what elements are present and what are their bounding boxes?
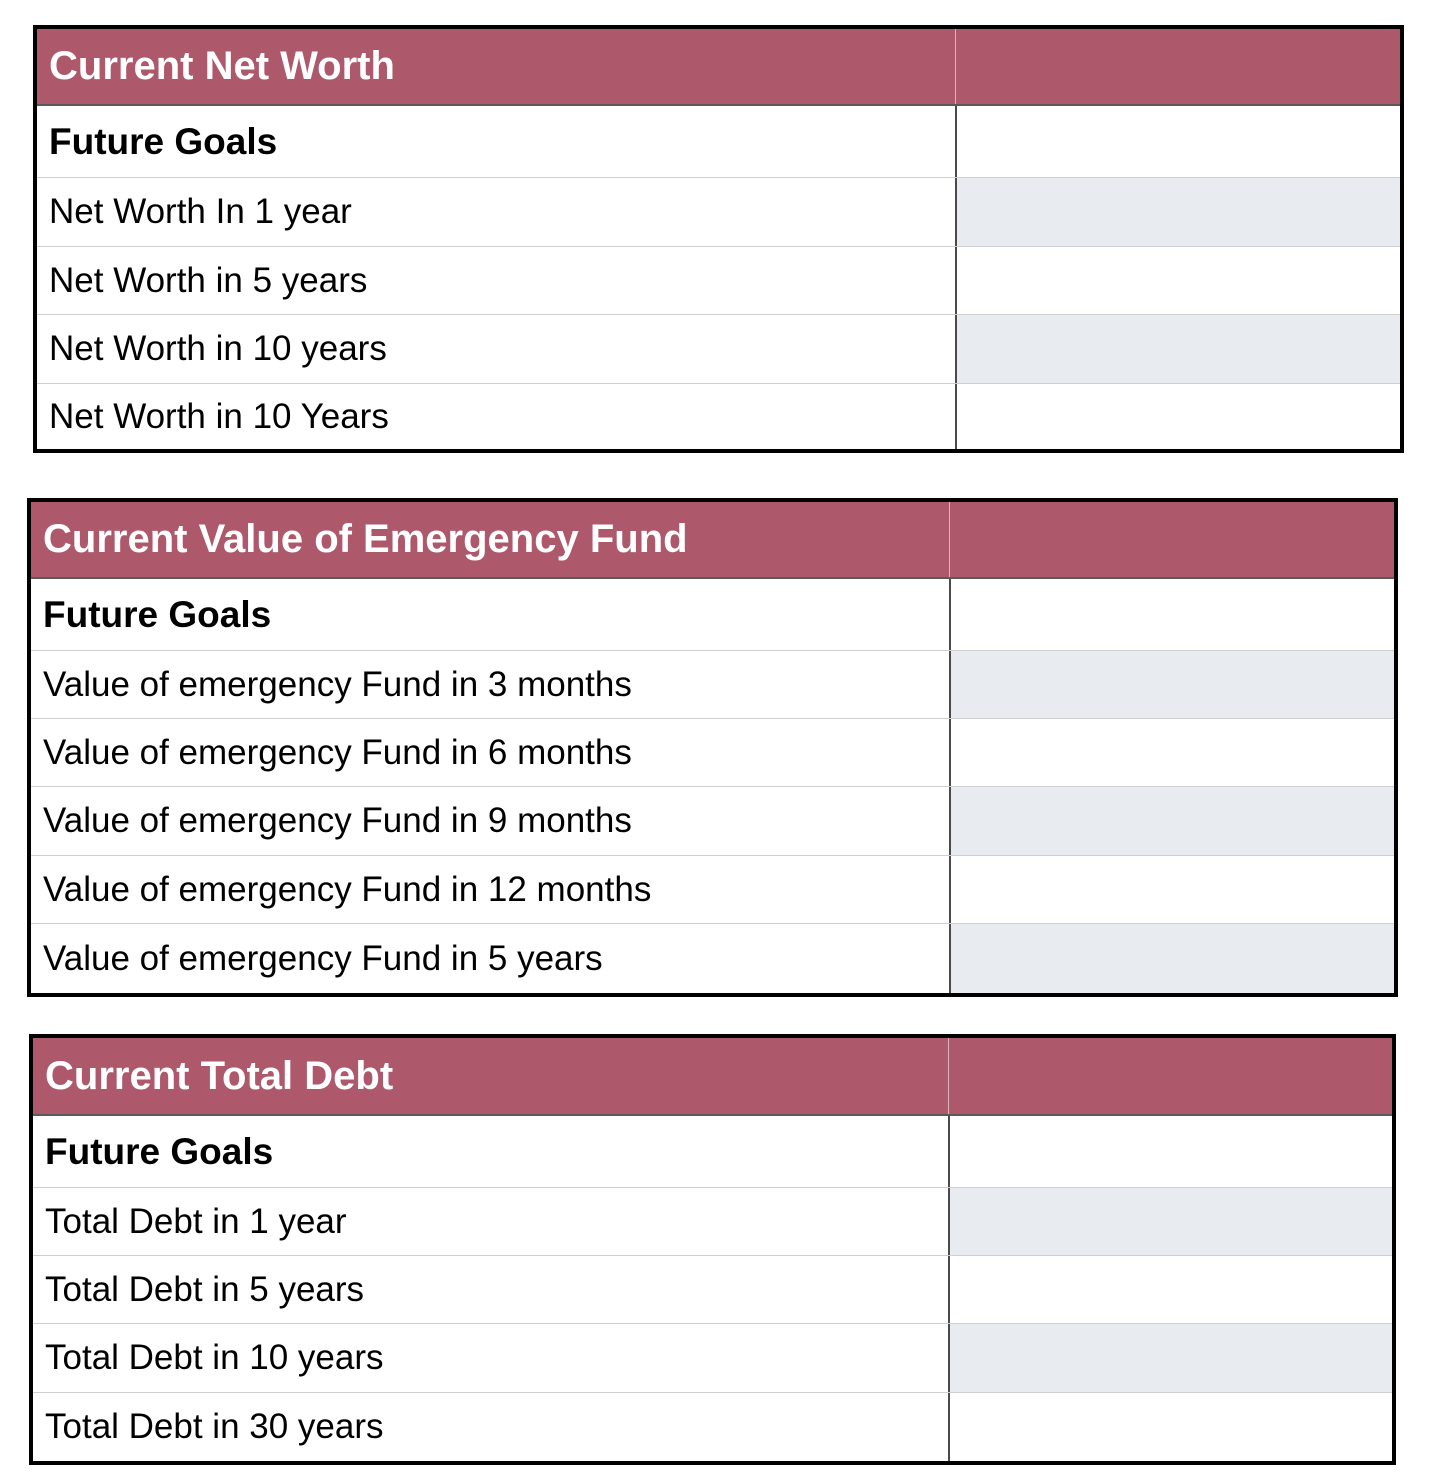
row-value-input[interactable] [948,1256,1392,1323]
row-value-input[interactable] [948,1188,1392,1255]
table-row [31,719,1394,787]
table-row [31,787,1394,856]
row-label: Value of emergency Fund in 12 months [43,869,652,909]
row-value-input[interactable] [949,719,1394,786]
row-value-input[interactable] [949,856,1394,923]
current-total-debt-value[interactable] [948,1038,1392,1114]
row-label: Net Worth in 10 years [49,329,387,368]
row-label: Total Debt in 10 years [45,1338,384,1377]
table-row [37,384,1400,449]
row-value-input[interactable] [949,651,1394,718]
table-row [31,924,1394,993]
row-value-input[interactable] [955,178,1400,246]
table-title: Current Net Worth [49,44,395,88]
future-goals-value[interactable] [955,106,1400,177]
future-goals-label: Future Goals [49,120,278,162]
row-label: Value of emergency Fund in 5 years [43,938,603,978]
row-label: Value of emergency Fund in 3 months [43,664,632,704]
row-label: Value of emergency Fund in 6 months [43,732,632,772]
current-emergency-fund-value[interactable] [949,502,1394,577]
row-value-input[interactable] [948,1324,1392,1392]
table-row [37,247,1400,315]
table-row [33,1188,1392,1256]
table-row [31,651,1394,719]
net-worth-table [33,25,1404,453]
future-goals-value[interactable] [948,1116,1392,1187]
table-row [31,856,1394,924]
row-value-input[interactable] [955,384,1400,449]
current-net-worth-value[interactable] [955,29,1400,104]
table-row [33,1393,1392,1461]
table-title: Current Value of Emergency Fund [43,517,688,561]
table-row [33,1256,1392,1324]
future-goals-label: Future Goals [45,1130,274,1172]
table-header-row [31,502,1394,579]
row-label: Total Debt in 30 years [45,1407,384,1446]
row-label: Total Debt in 5 years [45,1269,365,1309]
row-label: Net Worth In 1 year [49,192,352,231]
table-row [37,315,1400,384]
table-title: Current Total Debt [45,1053,394,1098]
row-value-input[interactable] [949,924,1394,993]
future-goals-row [37,106,1400,178]
future-goals-value[interactable] [949,579,1394,650]
table-row [33,1324,1392,1393]
table-header-row [33,1038,1392,1116]
emergency-fund-table [27,498,1398,997]
row-value-input[interactable] [955,315,1400,383]
table-row [37,178,1400,247]
row-value-input[interactable] [955,247,1400,314]
total-debt-table [29,1034,1396,1465]
row-value-input[interactable] [948,1393,1392,1461]
row-label: Net Worth in 10 Years [49,396,389,436]
future-goals-label: Future Goals [43,593,272,635]
row-value-input[interactable] [949,787,1394,855]
table-header-row [37,29,1400,106]
row-label: Total Debt in 1 year [45,1201,347,1241]
row-label: Net Worth in 5 years [49,260,368,300]
row-label: Value of emergency Fund in 9 months [43,801,632,840]
future-goals-row [33,1116,1392,1188]
future-goals-row [31,579,1394,651]
